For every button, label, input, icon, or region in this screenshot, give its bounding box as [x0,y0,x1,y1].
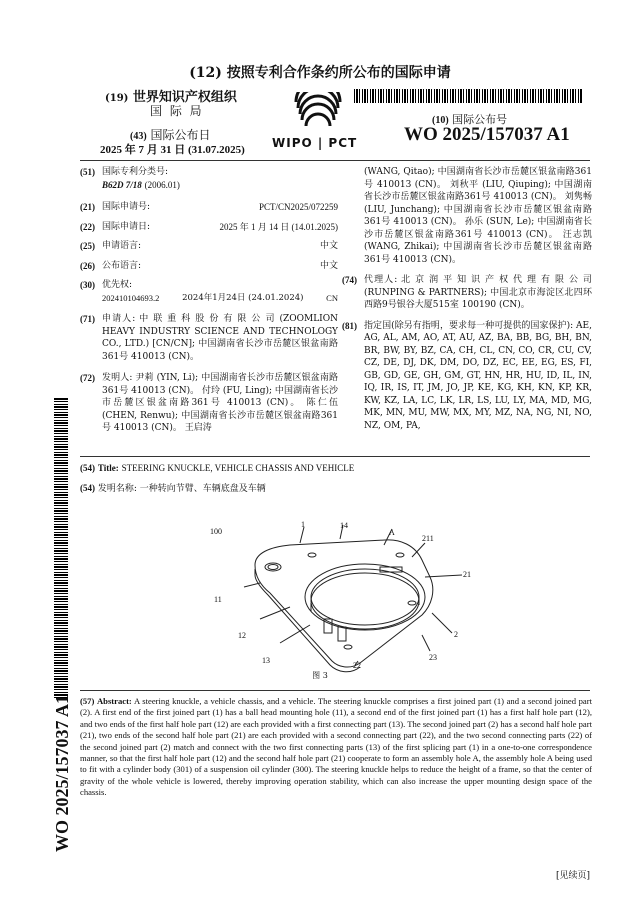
field-label: 优先权: [102,280,133,290]
field-value: 2025 年 1 月 14 日 (14.01.2025) [219,221,338,232]
field-code: (74) [342,275,357,285]
pub-date-code: (43) [130,131,147,142]
field-label: 国际专利分类号: [102,167,169,177]
field-code: (54) [80,482,95,493]
continued-note: [见续页] [556,871,591,881]
fig-label-22: 22 [353,661,361,670]
field-code: (26) [80,260,95,271]
side-publication-number: WO 2025/157037 A1 [52,694,72,852]
agent-text: 代理人: 北 京 润 平 知 识 产 权 代 理 有 限 公 司 (RUNPING & PARTNERS); 中国北京市海淀区北四环西路9号银谷大厦515室 100190 (CN)。 [364,275,592,310]
field-74 [342,274,592,312]
field-71 [80,313,338,363]
field-code: (22) [80,221,95,232]
wipo-logo [268,92,368,152]
field-51 [80,166,338,192]
fig-label-A: A [389,528,395,537]
field-label: 申请语言: [102,241,142,251]
figure-drawing [200,515,490,685]
designated-states-text: 指定国(除另有指明，要求每一种可提供的国家保护): AE, AG, AL, AM, AO, AT, AU, AZ, BA, BB, BG, BH, BN, BR, BW, BY, BZ, CA, CH, CL, CN, CO, CR, CU, CV, CZ, DE, DJ, DK, DM, DO, DZ, EC, EE, EG, ES, FI, GB, GD, GE, GH, GM, GT, HN, HR, HU, ID, IL, IN, IQ, IR, IS, IT, JM, JO, JP, KE, KG, KH, KN, KP, KR, KW, KZ, LA, LC, LK, LR, LS, LU, LY, MA, MD, MG, MK, MN, MU, MW, MX, MY, MZ, NA, NG, NI, NO, NZ, OM, PA, [364,320,592,431]
field-21 [80,201,338,214]
priority-country: CN [326,292,338,303]
applicant-text: 申请人: 中 联 重 科 股 份 有 限 公 司 (ZOOMLION HEAVY INDUSTRY SCIENCE AND TECHNOLOGY CO., LTD.) [CN/CN]; 中国湖南省长沙市岳麓区银盆南路361号 410013 (CN)。 [102,314,338,362]
field-label: 国际申请号: [102,202,151,212]
ipc-version: (2006.01) [144,179,180,190]
field-label: 国际申请日: [102,221,151,232]
abstract-code: (57) [80,696,95,706]
document-title: (12) 按照专利合作条约所公布的国际申请 [189,65,451,81]
field-value: 中文 [319,241,338,251]
field-value: 中文 [319,260,338,271]
field-30 [80,279,338,304]
fig-label-14: 14 [340,521,348,530]
barcode [354,89,582,103]
title-section [80,462,590,495]
field-code: (51) [80,167,95,177]
field-code: (21) [80,202,95,212]
priority-number: 202410104693.2 [102,292,160,303]
pub-no-label: 国际公布号 [452,113,508,126]
field-code: (81) [342,320,357,331]
bureau: 国 际 局 [150,104,204,118]
ipc-class: B62D 7/18 [102,179,142,190]
biblio-left [80,166,338,435]
wipo-logo-text: WIPO | PCT [272,136,358,150]
fig-label-1: 1 [301,520,305,529]
field-code: (72) [80,373,95,383]
priority-date: 2024年1月24日 (24.01.2024) [182,292,304,303]
field-code: (54) [80,463,95,473]
title-en: STEERING KNUCKLE, VEHICLE CHASSIS AND VEHICLE [121,463,355,473]
title-label: Title: [97,463,119,473]
fig-label-11: 11 [214,595,222,604]
org-name: 世界知识产权组织 [132,90,237,105]
inventor-continued: (WANG, Qitao); 中国湖南省长沙市岳麓区银盆南路361号 410013 (CN)。 刘秋平 (LIU, Qiuping); 中国湖南省长沙市岳麓区银盆南路361号 410013 (CN)。 刘隽畅 (LIU, Junchang); 中国湖南省长沙市岳麓区银盆南路361号 410013 (CN)。 孙乐 (SUN, Le); 中国湖南省长沙市岳麓区银盆南路361号 410013 (CN)。 汪志凯 (WANG, Zhikai); 中国湖南省长沙市岳麓区银盆南路361号 410013 (CN)。 [364,167,592,265]
field-code: (71) [80,314,95,324]
field-25 [80,240,338,253]
pub-date: 2025 年 7 月 31 日 (31.07.2025) [100,144,245,156]
fig-label-13: 13 [262,656,270,665]
title-cn: 一种转向节臂、车辆底盘及车辆 [139,483,266,494]
figure-caption: 图 3 [312,671,328,680]
abstract-label: Abstract: [96,696,132,706]
fig-label-100: 100 [210,527,222,536]
abstract [80,696,592,799]
field-code: (30) [80,280,95,290]
pub-date-label: 国际公布日 [150,128,211,142]
field-26 [80,260,338,273]
priority-row [102,292,338,305]
fig-label-21: 21 [463,570,471,579]
field-72 [80,372,338,435]
fig-label-12: 12 [238,631,246,640]
field-code: (25) [80,241,95,251]
abstract-text: A steering knuckle, a vehicle chassis, and a vehicle. The steering knuckle comprises a first joined part (1) and a second joined part (2). A first end of the first joined part (1) has a ball head mounting hole (11), a second end of the first joined part (1) has a first half hole part (12), and two ends of the first half hole part (12) are each provided with a first connecting part (13). The second joined part (2) has a second half hole part (21), two ends of the second half hole part (21) are each provided with a second connecting part (22), and the two second connecting parts (22) of the second joined part (2) match and connect with the two first connecting parts (13) of the first splicing part (1) in a one-to-one correspondence manner, so that the first half hole part (12) and the second half hole part (21) cooperate to form an assembly hole A, the assembly hole A being used to fit with a cylinder body (301) of a suspension oil cylinder (300). The steering knuckle helps to reduce the height of a frame, so that the center of gravity of the whole vehicle is lowered, thereby improving operation stability, which can also increase the upper mounting design space of the chassis. [80,696,592,798]
biblio-right [342,166,592,432]
side-barcode [54,398,68,698]
fig-label-23: 23 [429,653,437,662]
field-label: 公布语言: [102,260,142,271]
title-cn-label: 发明名称: [97,483,137,494]
fig-label-2: 2 [454,630,458,639]
field-value: PCT/CN2025/072259 [258,202,338,212]
title-en-row [80,462,590,476]
title-cn-row [80,482,590,496]
field-22 [80,221,338,234]
pub-no-code: (10) [432,115,449,126]
inventor-text: 发明人: 尹莉 (YIN, Li); 中国湖南省长沙市岳麓区银盆南路361号 410013 (CN)。 付玲 (FU, Ling); 中国湖南省长沙市岳麓区银盆南路361号 410013 (CN)。 陈仁伍 (CHEN, Renwu); 中国湖南省长沙市岳麓区银盆南路361号 410013 (CN)。 王启涛 [102,373,338,433]
fig-label-211: 211 [422,534,434,543]
field-81 [342,320,592,433]
org-code: (19) [105,93,129,104]
pub-number: WO 2025/157037 A1 [404,124,570,145]
